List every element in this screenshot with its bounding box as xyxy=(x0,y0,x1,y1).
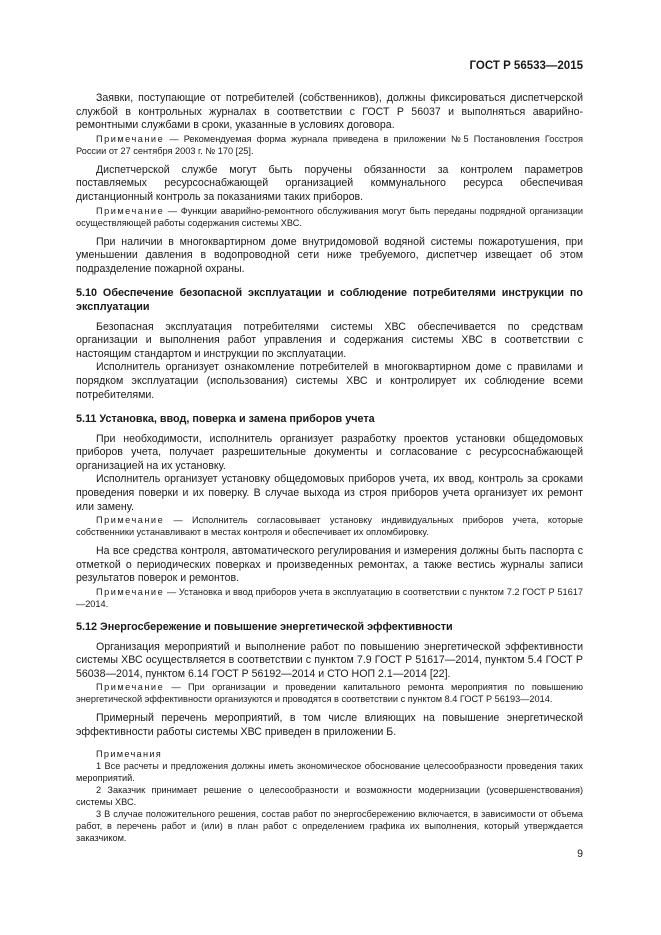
paragraph: Диспетчерской службе могут быть поручены обязанности за контролем параметров поставляемых ресурсоснабжающей организацией коммунального ресурса обеспечивая дистанционный контроль за показаниями таких приборов. xyxy=(76,163,583,203)
notes-title: Примечания xyxy=(96,748,163,759)
note-text: — Рекомендуемая форма журнала приведена в приложении №5 Постановления Госстроя России от 27 сентября 2003 г. № 170 [25]. xyxy=(76,133,583,156)
note-text: — Установка и ввод приборов учета в эксплуатацию в соответствии с пунктом 7.2 ГОСТ Р 51617—2014. xyxy=(76,587,583,610)
note-item: 2 Заказчик принимает решение о целесообразности и возможности модернизации (усовершенствования) системы ХВС. xyxy=(76,784,583,807)
note xyxy=(76,586,583,610)
note-label: Примечание xyxy=(96,587,165,598)
paragraph: Исполнитель организует ознакомление потребителей в многоквартирном доме с правилами и порядком эксплуатации (использования) системы ХВС и контролирует их соблюдение всеми потребителями. xyxy=(76,361,583,401)
note-item: 1 Все расчеты и предложения должны иметь экономическое обоснование целесообразности проведения таких мероприятий. xyxy=(76,760,583,783)
paragraph: Исполнитель организует установку общедомовых приборов учета, их ввод, контроль за сроками проведения поверки и их поверку. В случае выхода из строя приборов учета организует их ремонт или замену. xyxy=(76,473,583,513)
paragraph: Безопасная эксплуатация потребителями системы ХВС обеспечивается по средствам организации и выполнения работ управления и содержания системы ХВС в соответствии с настоящим стандартом и инструкции по эксплуатации. xyxy=(76,320,583,360)
paragraph: На все средства контроля, автоматического регулирования и измерения должны быть паспорта с отметкой о периодических поверках и произведенных ремонтах, а также вестись журналы записи результатов поверок и ремонтов. xyxy=(76,545,583,585)
paragraph: При необходимости, исполнитель организует разработку проектов установки общедомовых приборов учета, получает разрешительные документы и согласование с ресурсоснабжающей организацией на их установку. xyxy=(76,432,583,472)
note-item: 3 В случае положительного решения, состав работ по энергосбережению включается, в зависимости от объема работ, в перечень работ и (или) в план работ с определением графика их выполнения, который утверждается заказчиком. xyxy=(76,808,583,843)
note-text: — Исполнитель согласовывает установку индивидуальных приборов учета, которые собственники устанавливают в местах контроля и обеспечивает их опломбировку. xyxy=(76,515,583,538)
paragraph: Примерный перечень мероприятий, в том числе влияющих на повышение энергетической эффективности работы системы ХВС приведен в приложении Б. xyxy=(76,712,583,738)
note-text: — Функции аварийно-ремонтного обслуживания могут быть переданы подрядной организации осуществляющей работы содержания системы ХВС. xyxy=(76,205,583,228)
paragraph: Заявки, поступающие от потребителей (собственников), должны фиксироваться диспетчерской службой в контрольных журналах в соответствии с ГОСТ Р 56037 и выполняться аварийно-ремонтными службами в сроки, указанные в условиях договора. xyxy=(76,92,583,132)
note xyxy=(76,205,583,229)
note-label: Примечание xyxy=(96,133,165,144)
note xyxy=(76,514,583,538)
section-heading-5-12: 5.12 Энергосбережение и повышение энергетической эффективности xyxy=(76,621,453,634)
note xyxy=(76,133,583,157)
page-number: 9 xyxy=(577,848,583,860)
paragraph: При наличии в многоквартирном доме внутридомовой водяной системы пожаротушения, при уменьшении давления в водопроводной сети ниже требуемого, диспетчер извещает об этом подразделение пожарной охраны. xyxy=(76,235,583,275)
note-text: — При организации и проведении капитального ремонта мероприятия по повышению энергетической эффективности организуются и проводятся в соответствии с пунктом 8.4 ГОСТ Р 56193—2014. xyxy=(76,682,583,705)
note-label: Примечание xyxy=(96,205,165,216)
document-header: ГОСТ Р 56533—2015 xyxy=(469,60,583,72)
section-heading-5-11: 5.11 Установка, ввод, поверка и замена приборов учета xyxy=(76,413,375,426)
note-label: Примечание xyxy=(96,515,165,526)
note-label: Примечание xyxy=(96,682,165,693)
section-heading-5-10: 5.10 Обеспечение безопасной эксплуатации и соблюдение потребителями инструкции по эксплуатации xyxy=(76,287,583,313)
paragraph: Организация мероприятий и выполнение работ по повышению энергетической эффективности системы ХВС осуществляется в соответствии с пунктом 7.9 ГОСТ Р 51617—2014, пунктом 5.4 ГОСТ Р 56038—2014, пунктом 6.14 ГОСТ Р 56192—2014 и СТО НОП 2.1—2014 [22]. xyxy=(76,640,583,680)
note xyxy=(76,681,583,705)
